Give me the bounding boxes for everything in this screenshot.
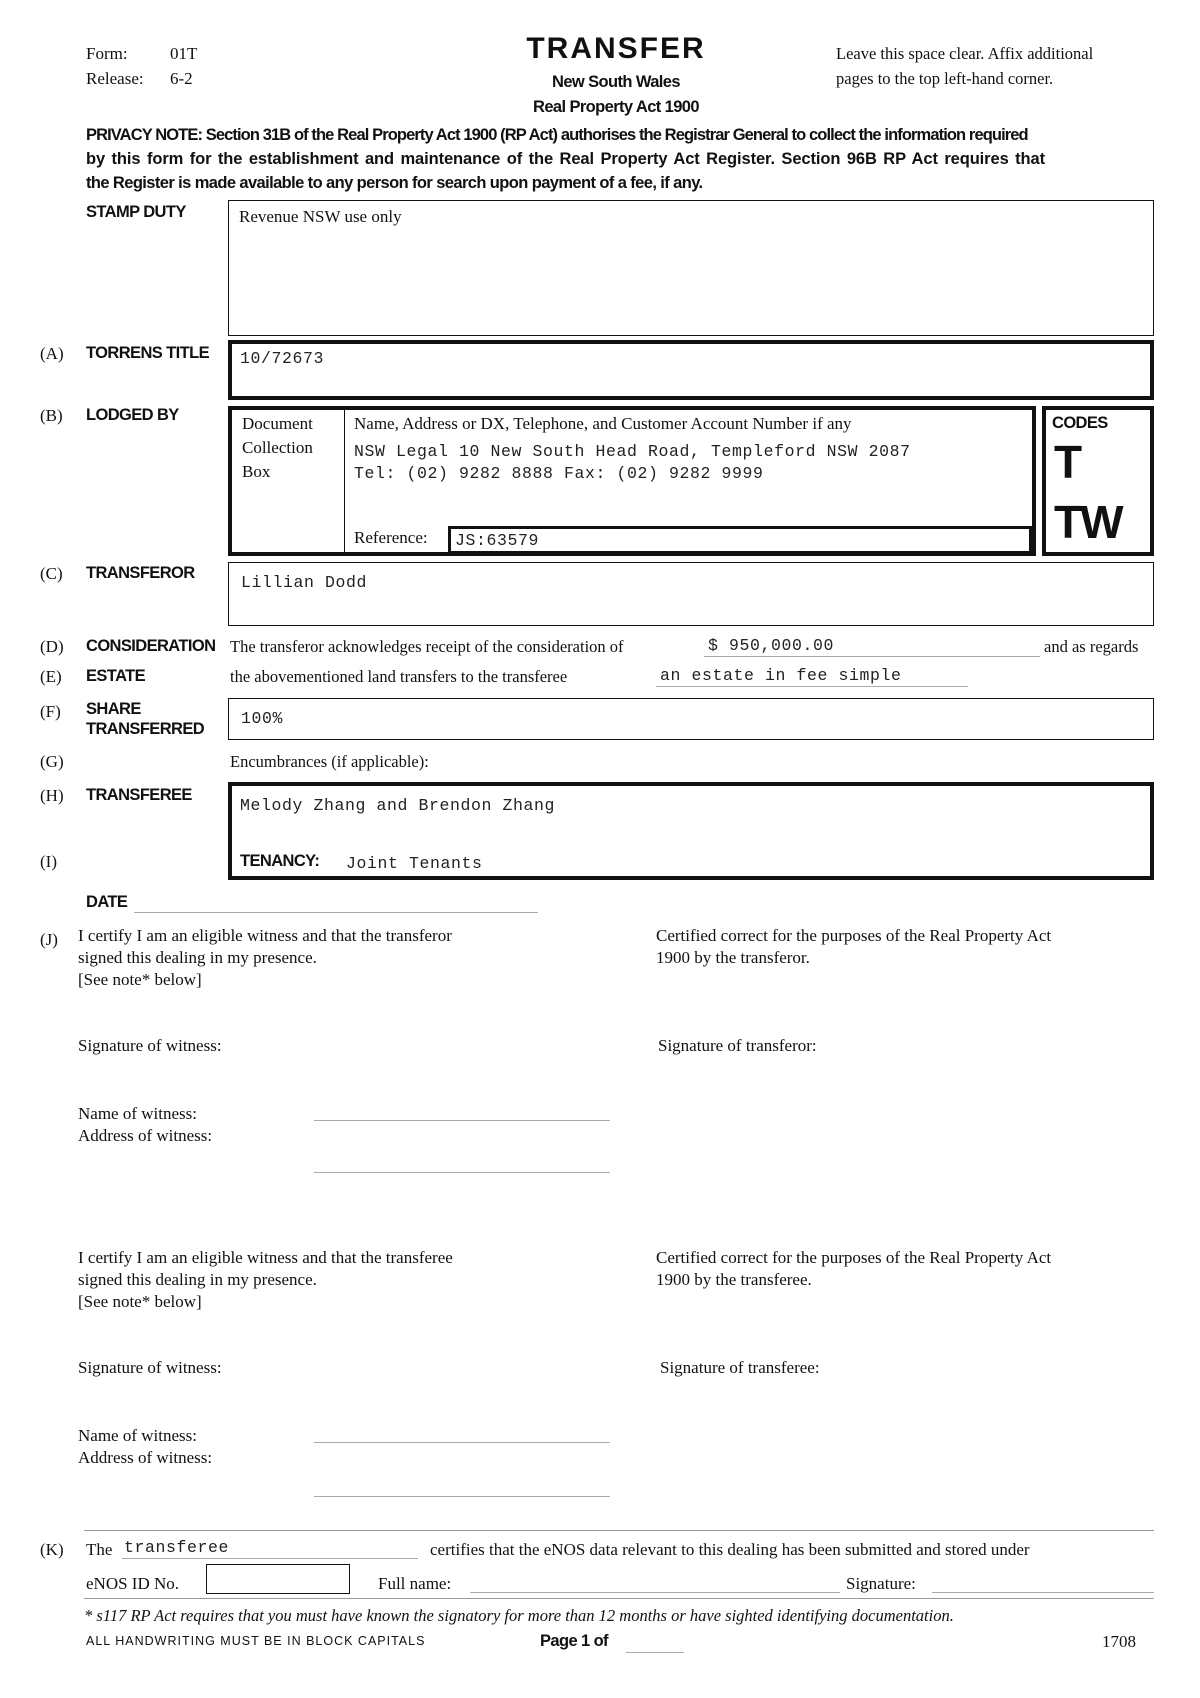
lodged-by-address: NSW Legal 10 New South Head Road, Templeford NSW 2087 <box>354 442 911 461</box>
enos-certifies-text: certifies that the eNOS data relevant to this dealing has been submitted and stored under <box>430 1540 1030 1559</box>
enos-signature-field[interactable] <box>932 1572 1154 1593</box>
section-marker-a: (A) <box>40 344 64 363</box>
lodged-by-label: LODGED BY <box>86 406 179 424</box>
enos-the: The <box>86 1540 113 1559</box>
release-number: 6-2 <box>170 69 193 88</box>
reference-field[interactable] <box>448 526 1032 554</box>
reference-value: JS:63579 <box>455 531 540 550</box>
section-marker-c: (C) <box>40 564 63 583</box>
section-marker-b: (B) <box>40 406 63 425</box>
transferee-label: TRANSFEREE <box>86 786 192 804</box>
enos-signature-label: Signature: <box>846 1574 916 1593</box>
transferee-witness-name-label: Name of witness: <box>78 1426 197 1445</box>
transferor-witness-cert-line3: [See note* below] <box>78 970 202 989</box>
page-number-label: Page 1 of <box>540 1632 608 1650</box>
date-label: DATE <box>86 893 128 911</box>
lodged-by-divider <box>344 410 345 552</box>
transferee-witness-signature-label: Signature of witness: <box>78 1358 222 1377</box>
form-number: 01T <box>170 44 198 63</box>
privacy-note-line2: by this form for the establishment and maintenance of the Real Property Act Register. Section 96B RP Act requires that <box>86 150 1045 168</box>
transferor-field[interactable] <box>228 562 1154 626</box>
torrens-title-field[interactable] <box>228 340 1154 400</box>
section-marker-g: (G) <box>40 752 64 771</box>
transferor-certified-line2: 1900 by the transferor. <box>656 948 810 967</box>
enos-id-field[interactable] <box>206 1564 350 1594</box>
transferee-certified-line1: Certified correct for the purposes of the Real Property Act <box>656 1248 1052 1267</box>
transferee-witness-address-field[interactable] <box>314 1476 610 1497</box>
code-tw: TW <box>1054 496 1122 548</box>
share-value: 100% <box>241 709 284 728</box>
form-code: 1708 <box>1102 1632 1136 1651</box>
stamp-duty-label: STAMP DUTY <box>86 203 186 221</box>
enos-id-label: eNOS ID No. <box>86 1574 180 1593</box>
tenancy-label: TENANCY: <box>240 852 320 870</box>
section-marker-e: (E) <box>40 667 62 686</box>
lodged-by-box <box>228 406 1036 556</box>
transferor-certified-line1: Certified correct for the purposes of the Real Property Act <box>656 926 1052 945</box>
stamp-duty-note: Revenue NSW use only <box>239 207 402 226</box>
privacy-note-line3: the Register is made available to any person for search upon payment of a fee, if any. <box>86 174 703 192</box>
form-subtitle-state: New South Wales <box>552 73 680 91</box>
section-marker-h: (H) <box>40 786 64 805</box>
torrens-title-value: 10/72673 <box>240 349 325 368</box>
tenancy-value: Joint Tenants <box>346 854 483 873</box>
transferee-witness-name-field[interactable] <box>314 1422 610 1443</box>
transferee-witness-cert-line3: [See note* below] <box>78 1292 202 1311</box>
section-marker-i: (I) <box>40 852 57 871</box>
section-marker-k: (K) <box>40 1540 64 1559</box>
share-label-line2: TRANSFERRED <box>86 720 205 738</box>
estate-text: the abovementioned land transfers to the transferee <box>230 667 568 686</box>
torrens-title-label: TORRENS TITLE <box>86 344 209 362</box>
form-label: Form: <box>86 44 128 63</box>
transferee-witness-cert-line2: signed this dealing in my presence. <box>78 1270 317 1289</box>
consideration-text: The transferor acknowledges receipt of the consideration of <box>230 637 624 656</box>
transferee-box[interactable] <box>228 782 1154 880</box>
transferor-witness-address-field[interactable] <box>314 1152 610 1173</box>
date-field[interactable] <box>134 892 538 913</box>
transferor-witness-name-field[interactable] <box>314 1100 610 1121</box>
section-marker-j: (J) <box>40 930 58 949</box>
transferee-value: Melody Zhang and Brendon Zhang <box>240 796 556 815</box>
consideration-suffix: and as regards <box>1044 637 1139 656</box>
estate-label: ESTATE <box>86 667 146 685</box>
share-field[interactable] <box>228 698 1154 740</box>
transferee-witness-cert-line1: I certify I am an eligible witness and that the transferee <box>78 1248 453 1267</box>
form-subtitle-act: Real Property Act 1900 <box>533 98 699 116</box>
document-collection-box-line2: Collection <box>242 438 313 457</box>
transferor-witness-address-label: Address of witness: <box>78 1126 213 1145</box>
block-capitals-notice: ALL HANDWRITING MUST BE IN BLOCK CAPITALS <box>86 1634 426 1648</box>
leave-clear-notice-line2: pages to the top left-hand corner. <box>836 69 1054 88</box>
consideration-value: $ 950,000.00 <box>708 636 835 655</box>
section-marker-f: (F) <box>40 702 61 721</box>
section-marker-d: (D) <box>40 637 64 656</box>
enos-top-rule <box>84 1530 1154 1531</box>
transferor-witness-cert-line2: signed this dealing in my presence. <box>78 948 317 967</box>
consideration-label: CONSIDERATION <box>86 637 216 655</box>
page-total-field[interactable] <box>626 1634 684 1653</box>
transferee-signature-label: Signature of transferee: <box>660 1358 820 1377</box>
form-title: TRANSFER <box>526 32 706 65</box>
transferor-witness-name-label: Name of witness: <box>78 1104 197 1123</box>
enos-full-name-field[interactable] <box>470 1572 840 1593</box>
transferor-signature-label: Signature of transferor: <box>658 1036 817 1055</box>
transferee-certified-line2: 1900 by the transferee. <box>656 1270 812 1289</box>
share-label-line1: SHARE <box>86 700 141 718</box>
transferee-witness-address-label: Address of witness: <box>78 1448 213 1467</box>
enos-full-name-label: Full name: <box>378 1574 452 1593</box>
transferor-witness-cert-line1: I certify I am an eligible witness and that the transferor <box>78 926 452 945</box>
document-collection-box-line1: Document <box>242 414 313 433</box>
release-label: Release: <box>86 69 144 88</box>
privacy-note-line1: PRIVACY NOTE: Section 31B of the Real Property Act 1900 (RP Act) authorises the Registrar General to collect the information required <box>86 126 1028 144</box>
enos-bottom-rule <box>84 1598 1154 1599</box>
document-collection-box-line3: Box <box>242 462 271 481</box>
codes-box <box>1042 406 1154 556</box>
s117-footnote: * s117 RP Act requires that you must have known the signatory for more than 12 months or have sighted identifying documentation. <box>84 1606 954 1625</box>
transferor-label: TRANSFEROR <box>86 564 195 582</box>
code-t: T <box>1054 436 1083 488</box>
enos-party-value: transferee <box>124 1538 230 1557</box>
transferor-value: Lillian Dodd <box>241 573 368 592</box>
stamp-duty-box <box>228 200 1154 336</box>
codes-label: CODES <box>1052 414 1108 432</box>
leave-clear-notice-line1: Leave this space clear. Affix additional <box>836 44 1094 63</box>
estate-value: an estate in fee simple <box>660 666 902 685</box>
reference-label: Reference: <box>354 528 428 547</box>
transferor-witness-signature-label: Signature of witness: <box>78 1036 222 1055</box>
lodged-by-phone: Tel: (02) 9282 8888 Fax: (02) 9282 9999 <box>354 464 764 483</box>
lodged-by-name-header: Name, Address or DX, Telephone, and Customer Account Number if any <box>354 414 852 433</box>
encumbrances-label: Encumbrances (if applicable): <box>230 752 429 771</box>
